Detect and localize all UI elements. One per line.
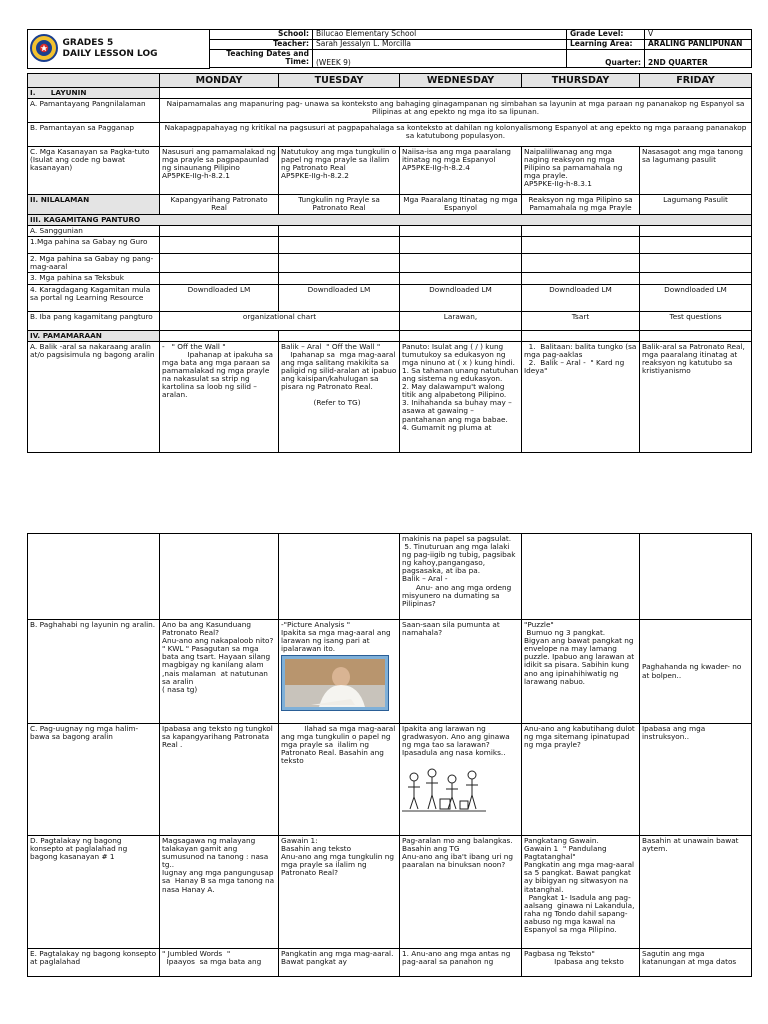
kasanayan-label: C. Mga Kasanayan sa Pagka-tuto (Isulat ang code ng bawat kasanayan) (28, 147, 160, 195)
grade-value: V (645, 30, 752, 40)
lesson-table (27, 73, 752, 453)
teacher-value: Sarah Jessalyn L. Morcilla (313, 40, 567, 50)
pagtalakay-2-friday: Sagutin ang mga katanungan at mga datos (640, 949, 752, 977)
paghahabi-tuesday (279, 620, 400, 724)
karagdagang-thursday: Downdloaded LM (522, 284, 640, 311)
pagtalakay-1-thursday: Pangkatang Gawain. Gawain 1 " Pandulang Pagtatanghal" Pangkatin ang mga mag-aaral sa 5 pangkat. Bawat pangkat ay bibigyan ng sitwasyon na itatanghal. Pangkat 1- Isadula ang pag-aalsang ginawa ni Lakandula, raha ng Tondo dahil sapang-aabuso ng mga kawal na Espanyol sa mga Pilipino. (522, 836, 640, 949)
karagdagang-friday: Downdloaded LM (640, 284, 752, 311)
seal-icon (30, 34, 58, 62)
section-pamamaraan: IV. PAMAMARAAN (28, 330, 160, 341)
lesson-table-continued (27, 533, 752, 977)
pagtalakay-1-wednesday: Pag-aralan mo ang balangkas. Basahin ang TG Anu-ano ang iba't ibang uri ng paaralan na binuksan noon? (400, 836, 522, 949)
sanggunian-label: A. Sanggunian (28, 226, 160, 237)
karagdagang-label: 4. Karagdagang Kagamitan mula sa portal ng Learning Resource (28, 284, 160, 311)
section-layunin: I. LAYUNIN (28, 88, 160, 99)
pag-uugnay-thursday: Anu-ano ang kabutihang dulot ng mga sitemang ipinatupad ng mga prayle? (522, 724, 640, 836)
pamantayang-pangnilalaman-text: Naipamamalas ang mapanuring pag- unawa sa konteksto ang bahaging ginagampanan ng simbahan sa layunin at mga paraan ng pananakop ng Espanyol sa Pilipinas at ang epekto ng mga ito sa lipunan. (160, 99, 752, 123)
header-table (27, 29, 752, 69)
dates-value: (WEEK 9) (313, 50, 567, 68)
paghahabi-label: B. Paghahabi ng layunin ng aralin. (28, 620, 160, 724)
day-monday: MONDAY (160, 74, 279, 88)
paghahabi-wednesday: Saan-saan sila pumunta at namahala? (400, 620, 522, 724)
pagtalakay-2-tuesday: Pangkatin ang mga mag-aaral. Bawat pangkat ay (279, 949, 400, 977)
iba-pang-label: B. Iba pang kagamitang pangturo (28, 311, 160, 330)
iba-pang-wednesday: Larawan, (400, 311, 522, 330)
pamantayan-pagganap-text: Nakapagpapahayag ng kritikal na pagsusuri at pagpapahalaga sa konteksto at dahilan ng kolonyalismong Espanyol at ang epekto ng mga paraang pananakop sa katutubong populasyon. (160, 123, 752, 147)
kasanayan-friday: Nasasagot ang mga tanong sa lagumang pasulit (640, 147, 752, 195)
balik-aral-monday: - " Off the Wall " Ipahanap at ipakuha sa mga bata ang mga paraan sa pamamalakad ng mga prayle na nakasulat sa strip ng kartolina sa loob ng silid – aralan. (160, 341, 279, 452)
gabay-guro-label: 1.Mga pahina sa Gabay ng Guro (28, 237, 160, 254)
teacher-label: Teacher: (210, 40, 313, 50)
quarter-value: 2ND QUARTER (645, 50, 752, 68)
nilalaman-monday: Kapangyarihang Patronato Real (160, 195, 279, 215)
paghahabi-monday: Ano ba ang Kasunduang Patronato Real? Anu-ano ang nakapaloob nito? " KWL " Pasagutan sa mga bata ang tsart. Hayaan silang magbigay ng kanilang alam ,nais malaman at natutunan sa aralin ( nasa tg) (160, 620, 279, 724)
iba-pang-mon-tue: organizational chart (160, 311, 400, 330)
paghahabi-tuesday-text: -"Picture Analysis " Ipakita sa mga mag-aaral ang larawan ng isang pari at ipalarawan ito. (281, 620, 391, 654)
nilalaman-thursday: Reaksyon ng mga Pilipino sa Pamamahala ng mga Prayle (522, 195, 640, 215)
day-tuesday: TUESDAY (279, 74, 400, 88)
deped-seal (28, 30, 60, 69)
pag-uugnay-monday: Ipabasa ang teksto ng tungkol sa kapangyarihang Patronata Real . (160, 724, 279, 836)
school-label: School: (210, 30, 313, 40)
area-label: Learning Area: (567, 40, 645, 50)
kasanayan-tuesday: Natutukoy ang mga tungkulin o papel ng mga prayle sa ilalim ng Patronato Real AP5PKE-IIg-h-8.2.2 (279, 147, 400, 195)
priest-photo (281, 655, 389, 711)
kasanayan-monday: Nasusuri ang pamamalakad ng mga prayle sa pagpapaunlad ng sinaunang Pilipino AP5PKE-IIg-h-8.2.1 (160, 147, 279, 195)
balik-aral-wednesday-cont: makinis na papel sa pagsulat. 5. Tinuturuan ang mga lalaki ng pag-iigib ng tubig, pagsibak ng kahoy,pangangaso, pagsasaka, at iba pa. Balik – Aral - Anu- ano ang mga ordeng misyunero na dumating sa Pilipinas? (400, 534, 522, 620)
pag-uugnay-tuesday: Ilahad sa mga mag-aaral ang mga tungkulin o papel ng mga prayle sa ilalim ng Patronato Real. Basahin ang teksto (279, 724, 400, 836)
quarter-label: Quarter: (567, 50, 645, 68)
balik-aral-friday: Balik-aral sa Patronato Real, mga paaralang itinatag at reaksyon ng katutubo sa kristiyanismo (640, 341, 752, 452)
grade-label: Grade Level: (567, 30, 645, 40)
title-grade: GRADES 5 (62, 38, 114, 48)
comic-illustration (402, 759, 486, 821)
nilalaman-wednesday: Mga Paaralang Itinatag ng mga Espanyol (400, 195, 522, 215)
pagtalakay-1-friday: Basahin at unawain bawat aytem. (640, 836, 752, 949)
layunin-blank (160, 88, 752, 99)
karagdagang-tuesday: Downdloaded LM (279, 284, 400, 311)
balik-aral-label: A. Balik -aral sa nakaraang aralin at/o pagsisimula ng bagong aralin (28, 341, 160, 452)
pagtalakay-2-monday: " Jumbled Words " Ipaayos sa mga bata ang (160, 949, 279, 977)
title-log: DAILY LESSON LOG (62, 49, 158, 59)
school-value: Bilucao Elementary School (313, 30, 567, 40)
iba-pang-thursday: Tsart (522, 311, 640, 330)
pamantayang-pangnilalaman-label: A. Pamantayang Pangnilalaman (28, 99, 160, 123)
pag-uugnay-friday: Ipabasa ang mga instruksyon.. (640, 724, 752, 836)
pagtalakay-1-label: D. Pagtalakay ng bagong konsepto at paglalahad ng bagong kasanayan # 1 (28, 836, 160, 949)
paghahabi-thursday: "Puzzle" Bumuo ng 3 pangkat. Bigyan ang bawat pangkat ng envelope na may lamang puzzle. Ipabuo ang larawan at idikit sa pisara. Sabihin kung ano ang ipinahihiwatig ng larawang nabuo. (522, 620, 640, 724)
pagtalakay-1-tuesday: Gawain 1: Basahin ang teksto Anu-ano ang mga tungkulin ng mga prayle sa ilalim ng Patronato Real? (279, 836, 400, 949)
pagtalakay-2-wednesday: 1. Anu-ano ang mga antas ng pag-aaral sa panahon ng (400, 949, 522, 977)
pagtalakay-1-monday: Magsagawa ng malayang talakayan gamit ang sumusunod na tanong : nasa tg.. Iugnay ang mga pangungusap sa Hanay B sa mga tanong na nasa Hanay A. (160, 836, 279, 949)
pagtalakay-2-thursday: Pagbasa ng Teksto" Ipabasa ang teksto (522, 949, 640, 977)
balik-aral-thursday: 1. Balitaan: balita tungko (sa mga pag-aaklas 2. Balik – Aral - " Kard ng Ideya" (522, 341, 640, 452)
pamantayan-pagganap-label: B. Pamantayan sa Pagganap (28, 123, 160, 147)
section-kagamitang: III. KAGAMITANG PANTURO (28, 215, 752, 226)
log-title (60, 30, 210, 69)
balik-aral-wednesday: Panuto: Isulat ang ( / ) kung tumutukoy sa edukasyon ng mga ninuno at ( x ) kung hindi. 1. Sa tahanan unang natutuhan ang sistema ng edukasyon. 2. May dalawampu't walong titik ang alpabetong Pilipino. 3. Inihahanda sa buhay may – asawa at gawaing – pantahanan ang mga babae. 4. Gumamit ng pluma at (400, 341, 522, 452)
kasanayan-thursday: Naipaliliwanag ang mga naging reaksyon ng mga Pilipino sa pamamahala ng mga prayle. AP5PKE-IIg-h-8.3.1 (522, 147, 640, 195)
pagtalakay-2-label: E. Pagtalakay ng bagong konsepto at paglalahad (28, 949, 160, 977)
pag-uugnay-wednesday (400, 724, 522, 836)
iba-pang-friday: Test questions (640, 311, 752, 330)
kasanayan-wednesday: Naiisa-isa ang mga paaralang itinatag ng mga Espanyol AP5PKE-IIg-h-8.2.4 (400, 147, 522, 195)
day-friday: FRIDAY (640, 74, 752, 88)
balik-aral-tuesday: Balik – Aral " Off the Wall " Ipahanap sa mga mag-aaral ang mga salitang makikita sa paligid ng silid-aralan at ipabuo ang kaisipan/kahulugan sa pisara ng Patronato Real. (Refer to TG) (279, 341, 400, 452)
dates-label: Teaching Dates and Time: (210, 50, 313, 68)
day-thursday: THURSDAY (522, 74, 640, 88)
blank-header (28, 74, 160, 88)
karagdagang-wednesday: Downdloaded LM (400, 284, 522, 311)
section-nilalaman: II. NILALAMAN (28, 195, 160, 215)
teksbuk-label: 3. Mga pahina sa Teksbuk (28, 273, 160, 284)
area-value: ARALING PANLIPUNAN (645, 40, 752, 50)
pag-uugnay-label: C. Pag-uugnay ng mga halim-bawa sa bagong aralin (28, 724, 160, 836)
nilalaman-tuesday: Tungkulin ng Prayle sa Patronato Real (279, 195, 400, 215)
day-wednesday: WEDNESDAY (400, 74, 522, 88)
paghahabi-friday: Paghahanda ng kwader- no at bolpen.. (640, 620, 752, 724)
nilalaman-friday: Lagumang Pasulit (640, 195, 752, 215)
gabay-magaaral-label: 2. Mga pahina sa Gabay ng pang-mag-aaral (28, 254, 160, 273)
karagdagang-monday: Downdloaded LM (160, 284, 279, 311)
pag-uugnay-wednesday-text: Ipakita ang larawan ng gradwasyon. Ano ang ginawa ng mga tao sa larawan? Ipasadula ang nasa komiks.. (402, 724, 510, 758)
